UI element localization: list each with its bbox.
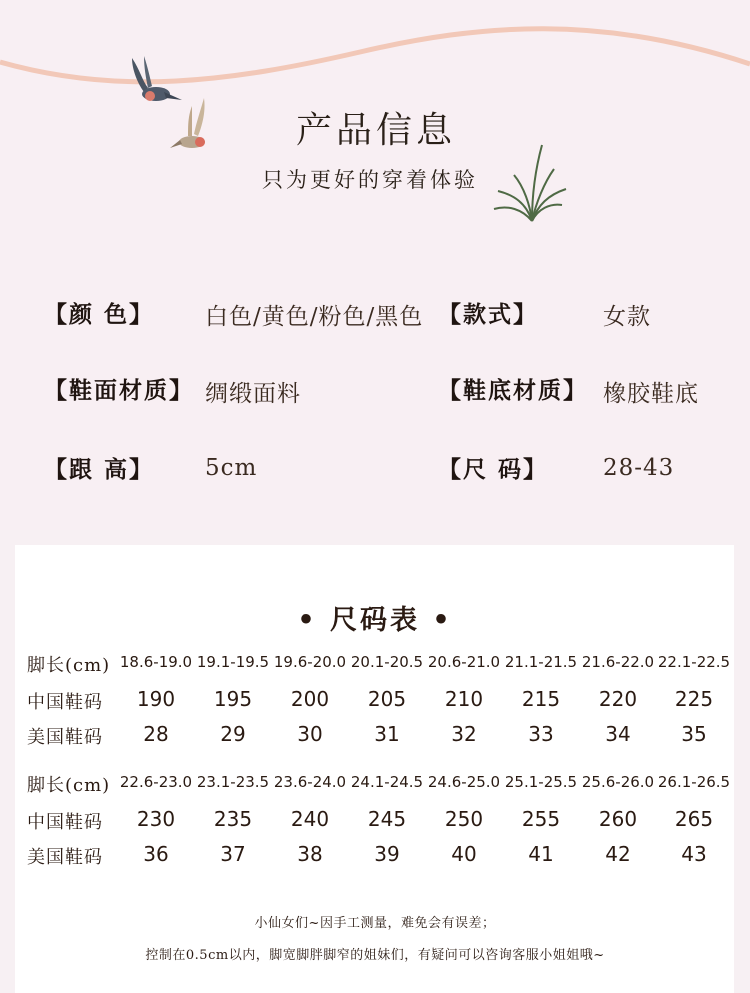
cn-size-cell: 225: [674, 687, 714, 711]
spec-value-sole-material: 橡胶鞋底: [603, 381, 699, 407]
foot-length-cell: 23.6-24.0: [273, 773, 347, 791]
us-size-cell: 40: [451, 842, 477, 866]
foot-length-cell: 25.1-25.5: [504, 773, 578, 791]
spec-value-upper-material: 绸缎面料: [205, 381, 301, 407]
size-chart-title: • 尺码表 •: [297, 605, 453, 636]
note-line: 控制在0.5cm以内，脚宽脚胖脚窄的姐妹们，有疑问可以咨询客服小姐姐哦~: [145, 948, 605, 963]
us-size-cell: 41: [528, 842, 554, 866]
foot-length-cell: 20.6-21.0: [427, 653, 501, 671]
us-size-cell: 33: [528, 722, 554, 746]
note-line: 小仙女们~因手工测量，难免会有误差；: [254, 916, 496, 931]
foot-length-cell: 22.6-23.0: [119, 773, 193, 791]
us-size-cell: 32: [451, 722, 477, 746]
cn-size-cell: 235: [213, 807, 253, 831]
size-row-label: 中国鞋码: [27, 812, 103, 833]
us-size-cell: 38: [297, 842, 323, 866]
spec-value-color: 白色/黄色/粉色/黑色: [205, 304, 424, 330]
foot-length-cell: 19.6-20.0: [273, 653, 347, 671]
cn-size-cell: 215: [521, 687, 561, 711]
foot-length-cell: 25.6-26.0: [581, 773, 655, 791]
cn-size-cell: 220: [598, 687, 638, 711]
us-size-cell: 43: [681, 842, 707, 866]
cn-size-cell: 250: [444, 807, 484, 831]
spec-value-style: 女款: [603, 304, 651, 330]
cn-size-cell: 255: [521, 807, 561, 831]
spec-key-color: 【颜 色】: [44, 301, 155, 328]
us-size-cell: 34: [605, 722, 631, 746]
foot-length-cell: 23.1-23.5: [196, 773, 270, 791]
us-size-cell: 36: [143, 842, 169, 866]
foot-length-cell: 18.6-19.0: [119, 653, 193, 671]
foot-length-cell: 24.6-25.0: [427, 773, 501, 791]
us-size-cell: 35: [681, 722, 707, 746]
size-row-label: 美国鞋码: [27, 727, 103, 748]
page-title: 产品信息: [295, 110, 456, 151]
size-row-label: 脚长(cm): [27, 655, 111, 676]
cn-size-cell: 205: [367, 687, 407, 711]
spec-key-sole-material: 【鞋底材质】: [438, 377, 588, 404]
us-size-cell: 31: [374, 722, 400, 746]
decorative-wave: [0, 0, 750, 90]
cn-size-cell: 260: [598, 807, 638, 831]
us-size-cell: 28: [143, 722, 169, 746]
us-size-cell: 42: [605, 842, 631, 866]
foot-length-cell: 20.1-20.5: [350, 653, 424, 671]
spec-value-size: 28-43: [603, 455, 675, 481]
cn-size-cell: 200: [290, 687, 330, 711]
cn-size-cell: 195: [213, 687, 253, 711]
spec-key-upper-material: 【鞋面材质】: [44, 377, 194, 404]
foot-length-cell: 24.1-24.5: [350, 773, 424, 791]
cn-size-cell: 265: [674, 807, 714, 831]
spec-key-heel-height: 【跟 高】: [44, 456, 155, 483]
size-row-label: 脚长(cm): [27, 775, 111, 796]
us-size-cell: 39: [374, 842, 400, 866]
cn-size-cell: 210: [444, 687, 484, 711]
spec-value-heel-height: 5cm: [205, 455, 258, 481]
cn-size-cell: 245: [367, 807, 407, 831]
foot-length-cell: 21.1-21.5: [504, 653, 578, 671]
size-row-label: 中国鞋码: [27, 692, 103, 713]
grass-icon: [492, 143, 568, 223]
us-size-cell: 30: [297, 722, 323, 746]
foot-length-cell: 22.1-22.5: [657, 653, 731, 671]
spec-key-size: 【尺 码】: [438, 456, 549, 483]
page-subtitle: 只为更好的穿着体验: [262, 168, 478, 192]
us-size-cell: 29: [220, 722, 246, 746]
us-size-cell: 37: [220, 842, 246, 866]
size-row-label: 美国鞋码: [27, 847, 103, 868]
foot-length-cell: 26.1-26.5: [657, 773, 731, 791]
foot-length-cell: 21.6-22.0: [581, 653, 655, 671]
foot-length-cell: 19.1-19.5: [196, 653, 270, 671]
cn-size-cell: 230: [136, 807, 176, 831]
cn-size-cell: 240: [290, 807, 330, 831]
cn-size-cell: 190: [136, 687, 176, 711]
spec-key-style: 【款式】: [438, 301, 538, 328]
